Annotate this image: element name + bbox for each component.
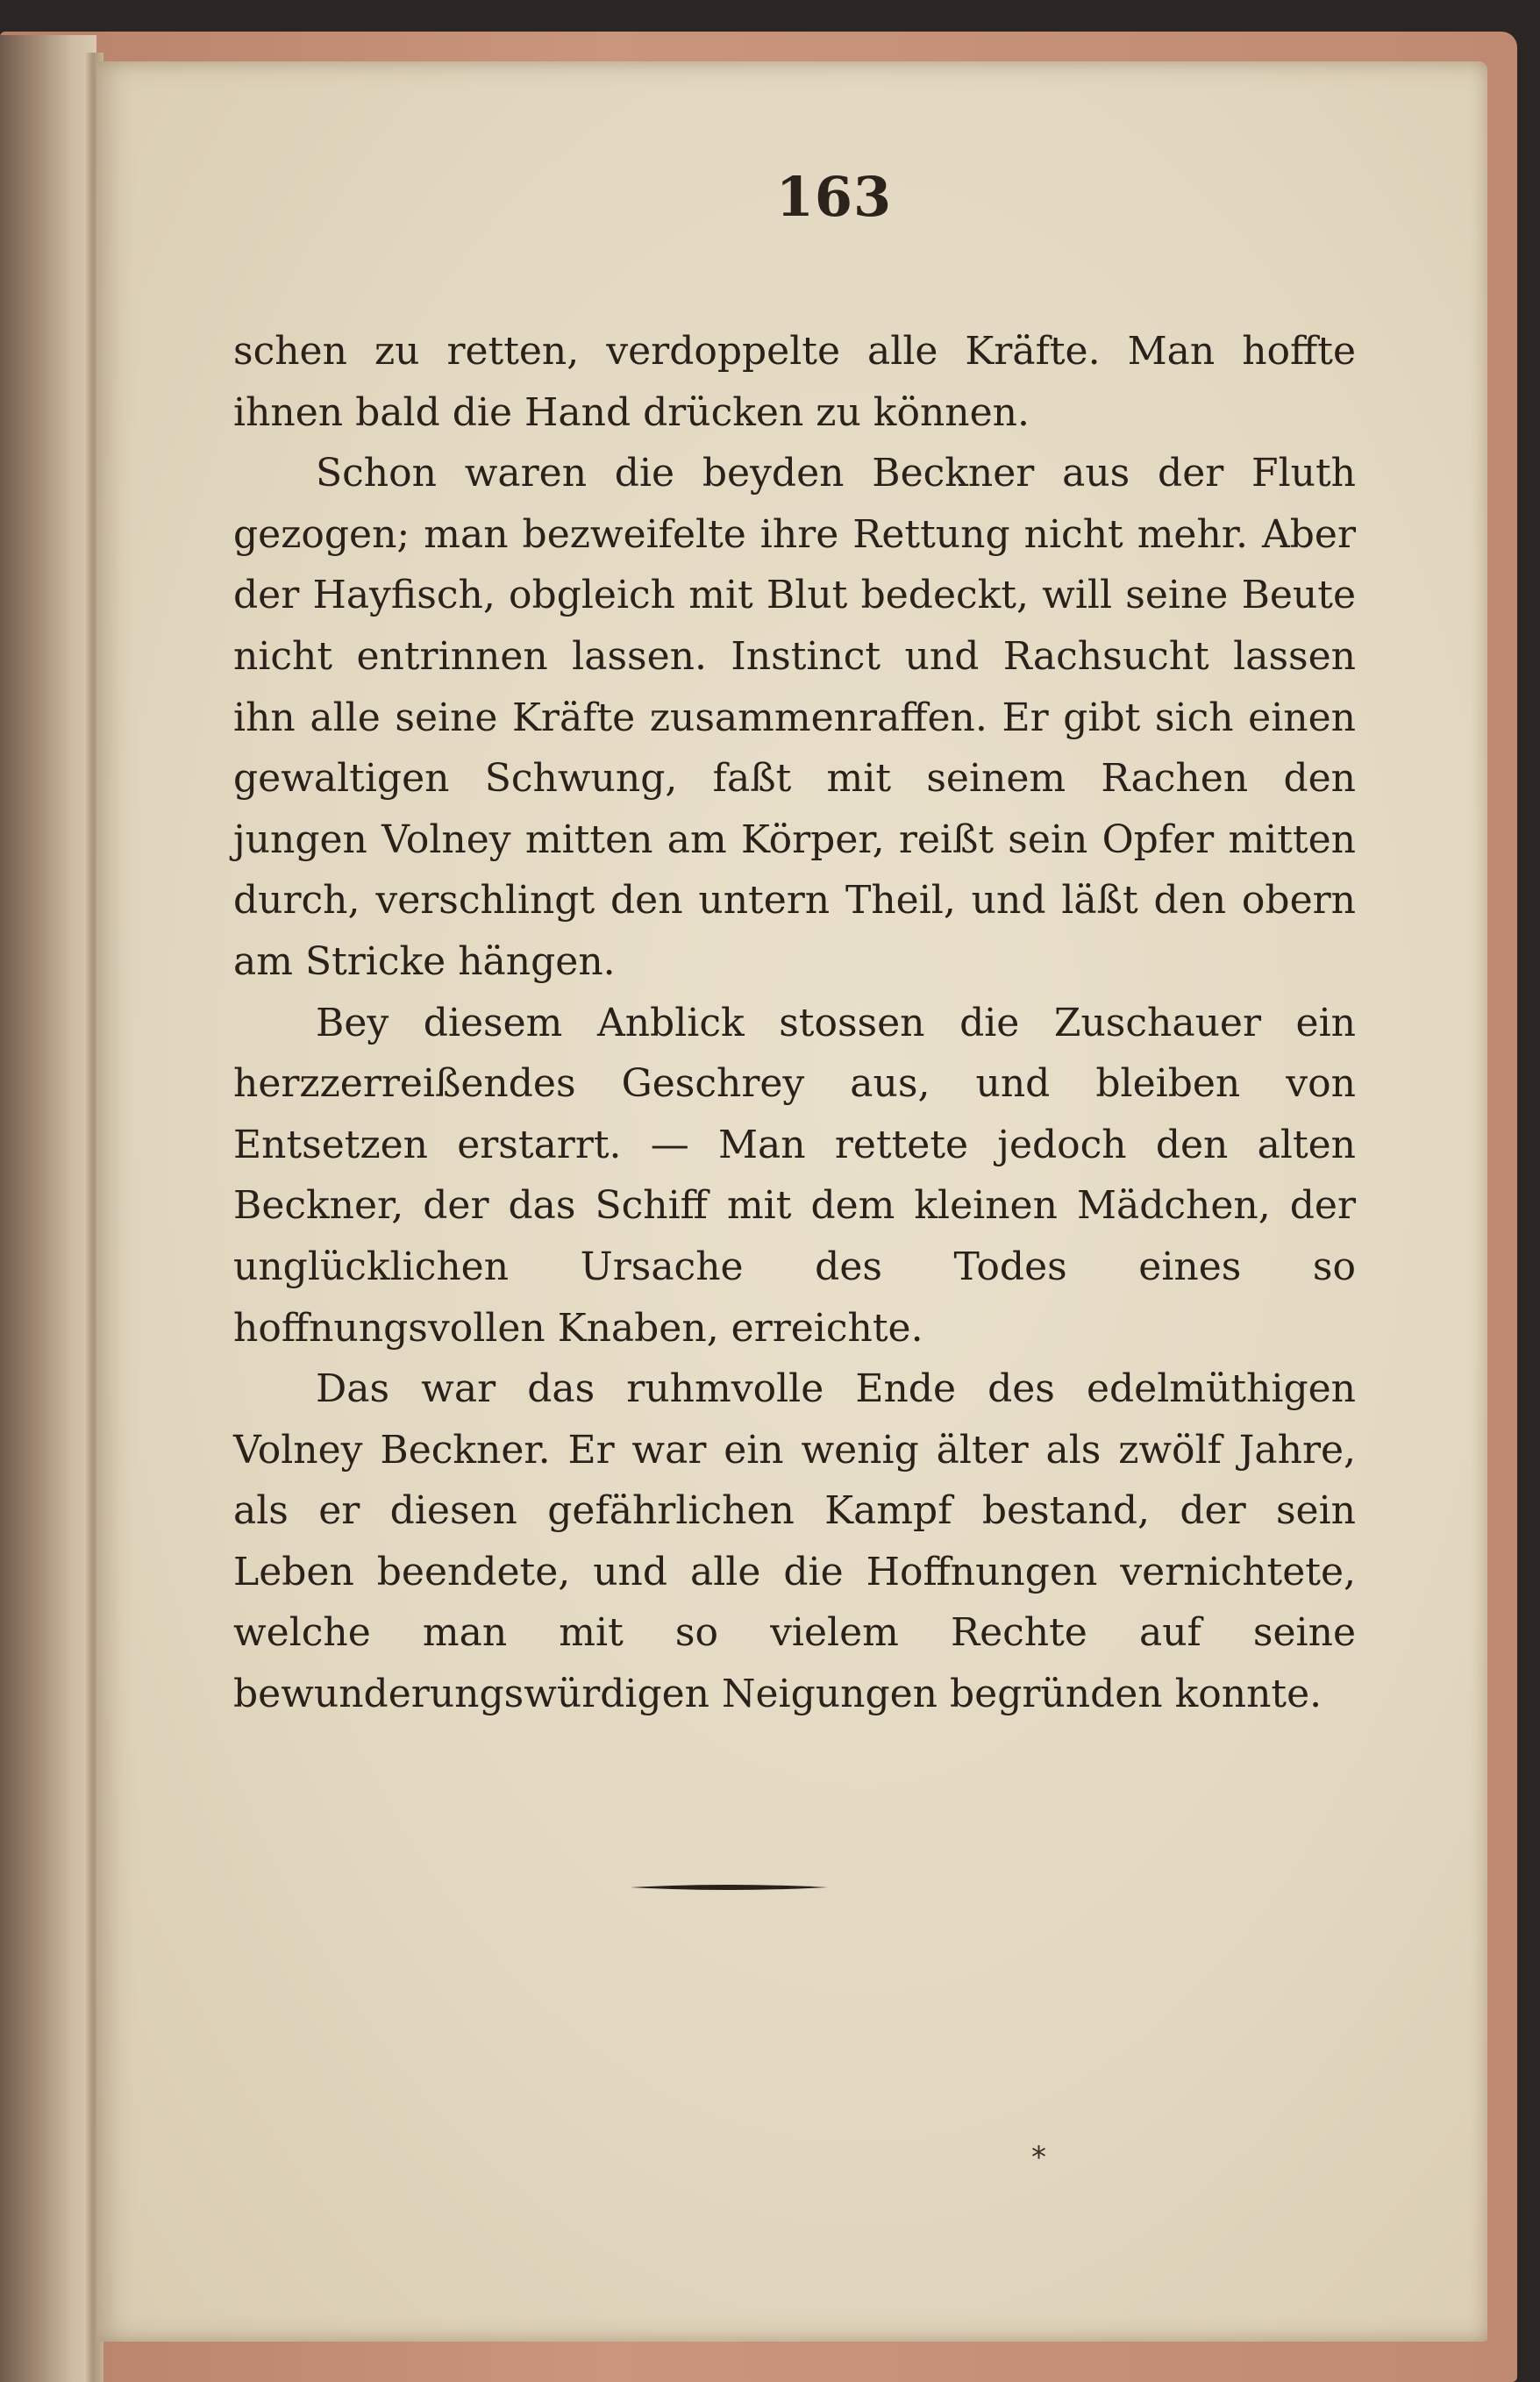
body-text (233, 321, 1356, 1725)
book-spine (0, 35, 96, 2382)
signature-mark: * (1031, 2140, 1046, 2175)
end-ornament-rule (630, 1882, 828, 1893)
page-number: 163 (775, 165, 893, 229)
paragraph-3: Bey diesem Anblick stossen die Zuschauer ein herzzerreißendes Geschrey aus, und bleiben von Entsetzen erstarrt. — Man rettete jedoch den alten Beckner, der das Schiff mit dem kleinen Mädchen, der unglücklichen Ursache des Todes eines so hoffnungsvollen Knaben, erreichte. (233, 1000, 1356, 1351)
paragraph-1: schen zu retten, verdoppelte alle Kräfte. Man hoffte ihnen bald die Hand drücken zu können. (233, 329, 1356, 435)
paragraph-2: Schon waren die beyden Beckner aus der Fluth gezogen; man bezweifelte ihre Rettung nicht mehr. Aber der Hayfisch, obgleich mit Blut bedeckt, will seine Beute nicht entrinnen lassen. Instinct und Rachsucht lassen ihn alle seine Kräfte zusammenraffen. Er gibt sich einen gewaltigen Schwung, faßt mit seinem Rachen den jungen Volney mitten am Körper, reißt sein Opfer mitten durch, verschlingt den untern Theil, und läßt den obern am Stricke hängen. (233, 451, 1356, 984)
book-page (96, 61, 1487, 2342)
paragraph-4: Das war das ruhmvolle Ende des edelmüthigen Volney Beckner. Er war ein wenig älter als zwölf Jahre, als er diesen gefährlichen Kampf bestand, der sein Leben beendete, und alle die Hoffnungen vernichtete, welche man mit so vielem Rechte auf seine bewunderungswürdigen Neigungen begründen konnte. (233, 1366, 1356, 1717)
